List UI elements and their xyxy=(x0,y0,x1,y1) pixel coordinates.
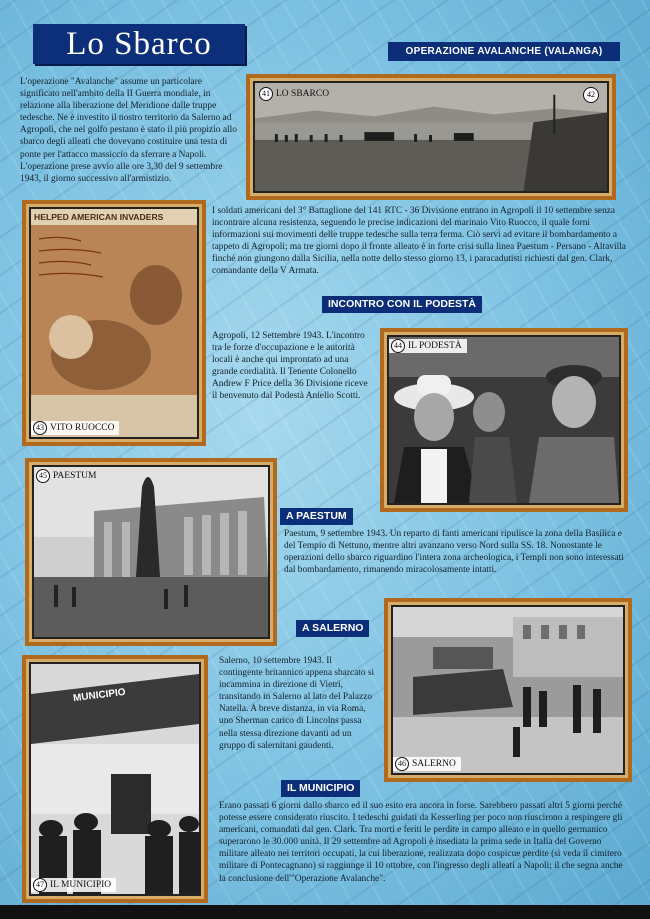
photo-number: 46 xyxy=(395,757,409,771)
operation-banner: OPERAZIONE AVALANCHE (VALANGA) xyxy=(388,42,620,61)
photo-number: 44 xyxy=(391,339,405,353)
intro-paragraph: L'operazione "Avalanche" assume un particolare significato nell'ambito della II Guerra mondiale, in relazione alla liberazione del Meridione dalle truppe tedesche. Ne è investito il nostro territorio da Salerno ad Agropoli, che nel golfo pestano è stato il più propizio allo sbarco degli alleati che dovevano costituire una testa di ponte per l'attacco massiccio da sferrare a Napoli. L'operazione prese avvio alle ore 3,30 del 9 settembre 1943, il giorno successivo all'armistizio. xyxy=(20,77,237,184)
photo-municipio xyxy=(22,655,208,903)
photo-landing xyxy=(246,74,616,200)
photo-caption-podesta: 44 IL PODESTÀ xyxy=(389,339,467,353)
photo-podesta xyxy=(380,328,628,512)
photo-caption-landing: 41 LO SBARCO xyxy=(257,87,334,101)
photo-caption-municipio: 47 IL MUNICIPIO xyxy=(31,878,116,892)
photo-caption-salerno: 46 SALERNO xyxy=(393,757,461,771)
soldiers-paragraph: I soldati americani del 3° Battaglione del 141 RTC - 36 Divisione entrano in Agropoli il 10 settembre senza incontrare alcuna resistenza, seguendo le precise indicazioni del marinaio Vito Ruocco, il quale forni informazioni sui movimenti delle truppe tedesche sulla terra ferma. Ciò servì ad evitare il bombardamento a tappeto di Agropoli; ma tre giorni dopo il fronte alleato è in forte crisi sulla linea Paestum - Persano - Altavilla finché non giungono dalla Sicilia, nella notte dello stesso giorno 13, i paracadutisti richiesti dal gen. Clark, comandante della V Armata. xyxy=(212,206,626,277)
photo-number: 43 xyxy=(33,421,47,435)
podesta-paragraph: Agropoli, 12 Settembre 1943. L'incontro tra le forze d'occupazione e le autorità locali è anche qui improntato ad una grande cordialità. Il Tenente Colonello Andrew F Price della 36 Divisione riceve il benvenuto dal Podestà Aniello Scotti. xyxy=(212,331,368,402)
bottom-edge xyxy=(0,905,650,919)
paestum-paragraph: Paestum, 9 settembre 1943. Un reparto di fanti americani ripulisce la zona della Basilica e del Tempio di Nettuno, mentre altri avanzano verso Nord sulla SS. 18. Nonostante le operazioni dello sbarco riguardino l'intera zona archeologica, i Templi non sono interessati dal bombardamento, rimanendo miracolosamente intatti. xyxy=(284,529,624,576)
section-heading-podesta: INCONTRO CON IL PODESTÀ xyxy=(322,296,482,313)
photo-vito-ruocco xyxy=(22,200,206,446)
photo-caption-paestum: 45 PAESTUM xyxy=(34,469,101,483)
photo-number: 47 xyxy=(33,878,47,892)
photo-number: 45 xyxy=(36,469,50,483)
section-heading-paestum: A PAESTUM xyxy=(280,508,353,525)
photo-paestum xyxy=(25,458,277,646)
municipio-paragraph: Erano passati 6 giorni dallo sbarco ed il suo esito era ancora in forse. Sarebbero passati altri 5 giorni perché potesse essere considerato riuscito. I tedeschi guidati da Kesserling per poco non riuscirono a respingere gli americani, comandati dal gen. Clark. Tra morti e feriti le perdite in campo alleato e in quello germanico superarono le 30.000 unità. Il 29 settembre ad Agropoli è insediata la prima sede in Italia del Governo militare alleato nei territori occupati, la cui liberazione, realizzata dopo cospicue perdite (si veda il cimitero militare di Pontecagnano) si raggiunge il 10 ottobre, con l'ingresso degli alleati a Napoli; il che segna anche la conclusione dell'"Operazione Avalanche". xyxy=(219,801,623,884)
municipio-sign: MUNICIPIO xyxy=(72,686,127,705)
photo-caption-vito-ruocco: 43 VITO RUOCCO xyxy=(31,421,119,435)
section-heading-salerno: A SALERNO xyxy=(296,620,369,637)
section-heading-municipio: IL MUNICIPIO xyxy=(281,780,360,797)
photo-salerno xyxy=(384,598,632,782)
page-title: Lo Sbarco xyxy=(33,24,245,64)
photo-number: 41 xyxy=(259,87,273,101)
newspaper-headline: HELPED AMERICAN INVADERS xyxy=(31,209,197,225)
salerno-paragraph: Salerno, 10 settembre 1943. Il contingente britannico appena sbarcato si incammina in direzione di Vietri, transitando in Salerno al lato del Palazzo Natella. A breve distanza, in via Roma, uno Sherman carico di Lincolns passa nella stessa direzione davanti ad un gruppo di salernitani gaudenti. xyxy=(219,656,375,751)
photo-number-42: 42 xyxy=(583,87,599,103)
